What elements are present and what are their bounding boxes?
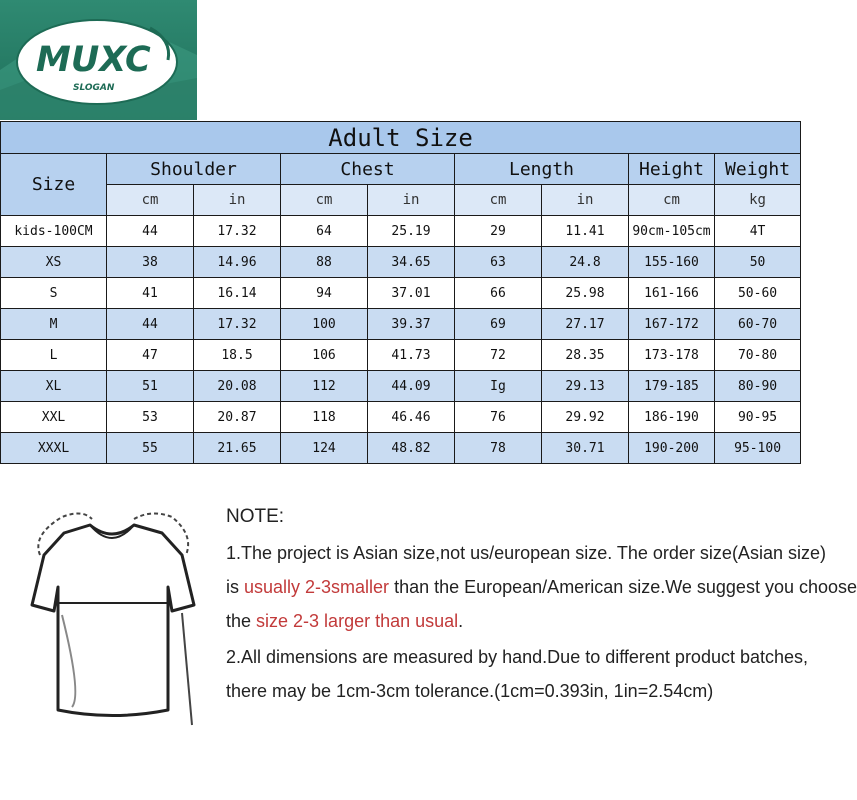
table-cell: 66 — [455, 278, 542, 309]
unit-cell: in — [542, 185, 629, 216]
note-title: NOTE: — [226, 506, 285, 527]
table-cell: 167-172 — [629, 309, 715, 340]
note-line-1: 1.The project is Asian size,not us/european size. The order size(Asian size) — [226, 543, 826, 563]
note-line-3-end: . — [458, 611, 464, 631]
table-cell: 118 — [281, 402, 368, 433]
size-column-header: Size — [1, 154, 107, 216]
table-cell: 41 — [107, 278, 194, 309]
note-line-3 — [226, 611, 463, 632]
table-cell: 47 — [107, 340, 194, 371]
unit-cell: in — [368, 185, 455, 216]
table-row — [1, 371, 801, 402]
table-cell: 25.19 — [368, 216, 455, 247]
table-cell: 78 — [455, 433, 542, 464]
table-cell: 29 — [455, 216, 542, 247]
table-cell: 186-190 — [629, 402, 715, 433]
table-cell: 44 — [107, 309, 194, 340]
table-row — [1, 247, 801, 278]
table-cell: 20.08 — [194, 371, 281, 402]
table-row — [1, 309, 801, 340]
table-cell: 190-200 — [629, 433, 715, 464]
table-cell: 179-185 — [629, 371, 715, 402]
size-label-cell: kids-100CM — [1, 216, 107, 247]
table-cell: 88 — [281, 247, 368, 278]
unit-cell: kg — [715, 185, 801, 216]
table-cell: 11.41 — [542, 216, 629, 247]
table-cell: 64 — [281, 216, 368, 247]
table-cell: 94 — [281, 278, 368, 309]
table-cell: 34.65 — [368, 247, 455, 278]
table-cell: 69 — [455, 309, 542, 340]
note-line-5: there may be 1cm-3cm tolerance.(1cm=0.393in, 1in=2.54cm) — [226, 681, 714, 701]
size-label-cell: M — [1, 309, 107, 340]
table-row — [1, 433, 801, 464]
table-cell: 112 — [281, 371, 368, 402]
table-cell: 39.37 — [368, 309, 455, 340]
table-cell: 38 — [107, 247, 194, 278]
table-cell: 95-100 — [715, 433, 801, 464]
weight-header: Weight — [715, 154, 801, 185]
table-cell: 76 — [455, 402, 542, 433]
table-cell: 80-90 — [715, 371, 801, 402]
note-highlight-smaller: usually 2-3smaller — [244, 577, 390, 597]
table-cell: 50 — [715, 247, 801, 278]
note-line-3-start: the — [226, 611, 257, 631]
unit-cell: in — [194, 185, 281, 216]
table-cell: 155-160 — [629, 247, 715, 278]
table-row — [1, 340, 801, 371]
table-cell: 30.71 — [542, 433, 629, 464]
table-row — [1, 278, 801, 309]
table-cell: 106 — [281, 340, 368, 371]
unit-cell: cm — [107, 185, 194, 216]
table-cell: 24.8 — [542, 247, 629, 278]
table-cell: 55 — [107, 433, 194, 464]
unit-cell: cm — [629, 185, 715, 216]
table-cell: 41.73 — [368, 340, 455, 371]
table-cell: 161-166 — [629, 278, 715, 309]
table-cell: 72 — [455, 340, 542, 371]
table-cell: 28.35 — [542, 340, 629, 371]
table-cell: Ig — [455, 371, 542, 402]
table-cell: 44 — [107, 216, 194, 247]
note-highlight-larger: size 2-3 larger than usual — [256, 611, 459, 631]
table-cell: 4T — [715, 216, 801, 247]
table-title: Adult Size — [1, 122, 801, 154]
table-cell: 17.32 — [194, 309, 281, 340]
height-header: Height — [629, 154, 715, 185]
table-cell: 50-60 — [715, 278, 801, 309]
table-cell: 17.32 — [194, 216, 281, 247]
note-line-4: 2.All dimensions are measured by hand.Due to different product batches, — [226, 647, 809, 667]
logo-brand-text: MUXC — [36, 40, 151, 80]
table-cell: 18.5 — [194, 340, 281, 371]
note-line-2 — [226, 577, 857, 598]
size-label-cell: XS — [1, 247, 107, 278]
size-label-cell: XXXL — [1, 433, 107, 464]
table-cell: 29.13 — [542, 371, 629, 402]
table-row — [1, 216, 801, 247]
table-cell: 63 — [455, 247, 542, 278]
note-line-2-start: is — [226, 577, 244, 597]
table-cell: 20.87 — [194, 402, 281, 433]
table-cell: 37.01 — [368, 278, 455, 309]
table-cell: 70-80 — [715, 340, 801, 371]
unit-cell: cm — [281, 185, 368, 216]
length-header: Length — [455, 154, 629, 185]
table-cell: 48.82 — [368, 433, 455, 464]
table-cell: 29.92 — [542, 402, 629, 433]
table-cell: 46.46 — [368, 402, 455, 433]
table-cell: 53 — [107, 402, 194, 433]
table-cell: 90cm-105cm — [629, 216, 715, 247]
note-line-2-end: than the European/American size.We suggest you choose — [389, 577, 857, 597]
size-label-cell: L — [1, 340, 107, 371]
chest-header: Chest — [281, 154, 455, 185]
size-chart-table — [0, 121, 801, 464]
logo-slogan-text: SLOGAN — [73, 83, 115, 93]
table-cell: 51 — [107, 371, 194, 402]
table-cell: 90-95 — [715, 402, 801, 433]
table-cell: 21.65 — [194, 433, 281, 464]
table-cell: 44.09 — [368, 371, 455, 402]
table-cell: 14.96 — [194, 247, 281, 278]
tshirt-illustration-icon — [22, 495, 202, 745]
table-row — [1, 402, 801, 433]
table-cell: 25.98 — [542, 278, 629, 309]
unit-cell: cm — [455, 185, 542, 216]
brand-logo — [0, 0, 197, 120]
size-label-cell: XL — [1, 371, 107, 402]
table-cell: 173-178 — [629, 340, 715, 371]
table-cell: 124 — [281, 433, 368, 464]
shoulder-header: Shoulder — [107, 154, 281, 185]
table-cell: 27.17 — [542, 309, 629, 340]
table-cell: 100 — [281, 309, 368, 340]
size-label-cell: S — [1, 278, 107, 309]
table-cell: 60-70 — [715, 309, 801, 340]
size-label-cell: XXL — [1, 402, 107, 433]
table-cell: 16.14 — [194, 278, 281, 309]
